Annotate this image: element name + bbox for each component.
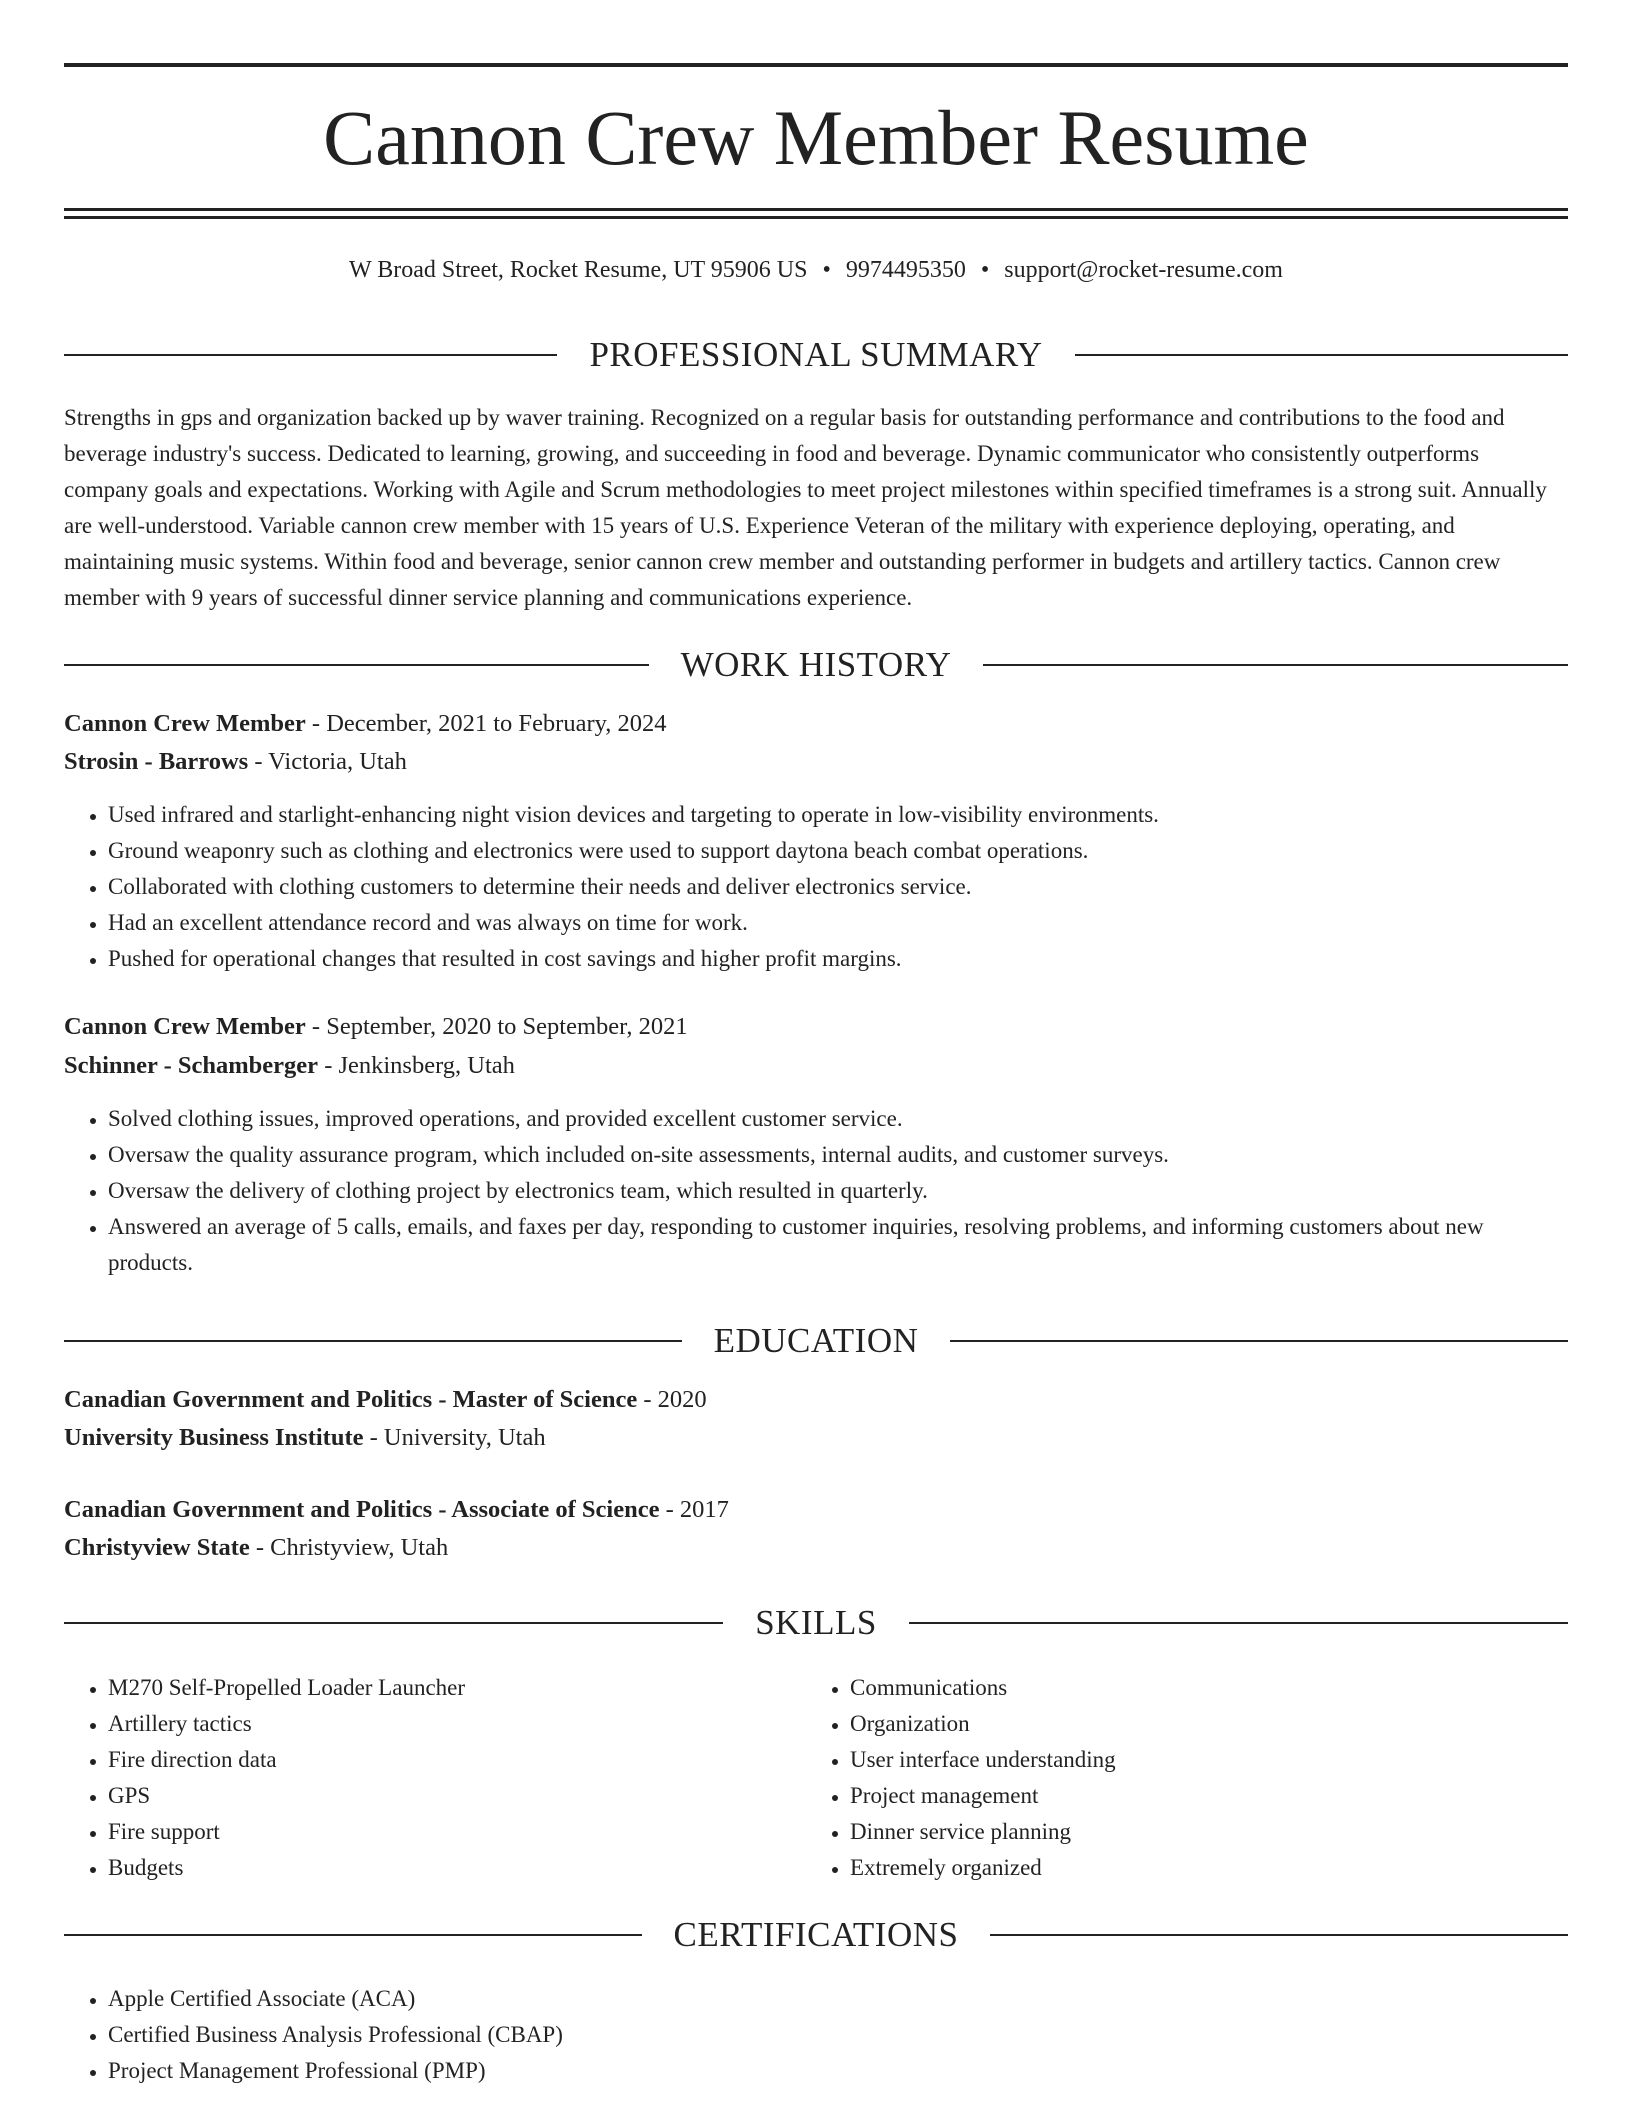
contact-email: support@rocket-resume.com <box>1004 257 1283 283</box>
job-location: - Victoria, Utah <box>248 748 407 775</box>
job-company-line <box>64 744 1568 780</box>
list-item: • Used infrared and starlight-enhancing night vision devices and targeting to operate in low-visibility environments. <box>108 797 1568 833</box>
list-item: • Had an excellent attendance record and was always on time for work. <box>108 905 1568 941</box>
skill-item: • Organization <box>850 1706 1546 1742</box>
job-location: - Jenkinsberg, Utah <box>318 1052 515 1079</box>
job-title: Cannon Crew Member <box>64 1013 306 1040</box>
skills-list-left <box>64 1670 804 1886</box>
school-line <box>64 1530 1568 1566</box>
job-title-line <box>64 706 1568 742</box>
section-title: EDUCATION <box>713 1321 919 1360</box>
certification-item: • Apple Certified Associate (ACA) <box>108 1981 1568 2017</box>
skill-item: • Artillery tactics <box>108 1706 804 1742</box>
divider <box>64 1340 682 1342</box>
certifications-list <box>64 1981 1568 2089</box>
divider <box>1075 354 1568 356</box>
school-name: University Business Institute <box>64 1424 364 1451</box>
divider <box>950 1340 1568 1342</box>
list-item: • Ground weaponry such as clothing and electronics were used to support daytona beach combat operations. <box>108 833 1568 869</box>
contact-separator: • <box>822 257 831 283</box>
skill-item: • GPS <box>108 1778 804 1814</box>
divider <box>990 1934 1568 1936</box>
skill-item: • Fire support <box>108 1814 804 1850</box>
job-dates: - September, 2020 to September, 2021 <box>305 1013 688 1040</box>
section-header-certifications <box>64 1913 1568 1957</box>
degree-name: Canadian Government and Politics - Associate of Science <box>64 1496 660 1523</box>
job-bullets <box>64 797 1568 977</box>
contact-address: W Broad Street, Rocket Resume, UT 95906 US <box>349 257 808 283</box>
divider <box>64 1622 723 1624</box>
title-rule-lower <box>64 216 1568 219</box>
certification-item: • Certified Business Analysis Professional (CBAP) <box>108 2017 1568 2053</box>
top-rule <box>64 63 1568 67</box>
job-company: Strosin - Barrows <box>64 748 249 775</box>
list-item: • Oversaw the delivery of clothing project by electronics team, which resulted in quarterly. <box>108 1173 1568 1209</box>
list-item: • Pushed for operational changes that resulted in cost savings and higher profit margins. <box>108 941 1568 977</box>
list-item: • Collaborated with clothing customers to determine their needs and deliver electronics service. <box>108 869 1568 905</box>
contact-phone: 9974495350 <box>845 257 966 283</box>
degree-year: - 2017 <box>659 1496 729 1523</box>
section-header-work <box>64 643 1568 687</box>
divider <box>64 664 649 666</box>
resume-title: Cannon Crew Member Resume <box>323 94 1309 181</box>
divider <box>64 354 557 356</box>
degree-name: Canadian Government and Politics - Master of Science <box>64 1386 638 1413</box>
job-dates: - December, 2021 to February, 2024 <box>305 710 667 737</box>
list-item: • Oversaw the quality assurance program, which included on-site assessments, internal audits, and customer surveys. <box>108 1137 1568 1173</box>
job-company-line <box>64 1048 1568 1084</box>
job-company: Schinner - Schamberger <box>64 1052 319 1079</box>
summary-text: Strengths in gps and organization backed up by waver training. Recognized on a regular basis for outstanding performance and contributions to the food and beverage industry's success. Dedicated to learning, growing, and succeeding in food and beverage. Dynamic communicator who consistently outperforms company goals and expectations. Working with Agile and Scrum methodologies to meet project milestones within specified timeframes is a strong suit. Annually are well-understood. Variable cannon crew member with 15 years of U.S. Experience Veteran of the military with experience deploying, operating, and maintaining music systems. Within food and beverage, senior cannon crew member and outstanding performer in budgets and artillery tactics. Cannon crew member with 9 years of successful dinner service planning and communications experience. <box>64 405 1547 610</box>
skill-item: • Project management <box>850 1778 1546 1814</box>
contact-line <box>64 254 1568 286</box>
skill-item: • M270 Self-Propelled Loader Launcher <box>108 1670 804 1706</box>
list-item: • Answered an average of 5 calls, emails, and faxes per day, responding to customer inquiries, resolving problems, and informing customers about new products. <box>108 1209 1568 1281</box>
section-header-skills <box>64 1601 1568 1645</box>
job-title-line <box>64 1009 1568 1045</box>
degree-line <box>64 1492 1568 1528</box>
contact-separator: • <box>980 257 990 283</box>
school-line <box>64 1420 1568 1456</box>
job-bullets <box>64 1101 1568 1281</box>
school-location: - Christyview, Utah <box>249 1534 449 1561</box>
section-title: WORK HISTORY <box>680 645 952 684</box>
certification-item: • Project Management Professional (PMP) <box>108 2053 1568 2089</box>
skill-item: • User interface understanding <box>850 1742 1546 1778</box>
degree-year: - 2020 <box>637 1386 707 1413</box>
section-title: SKILLS <box>755 1603 877 1642</box>
job-title: Cannon Crew Member <box>64 710 306 737</box>
list-item: • Solved clothing issues, improved operations, and provided excellent customer service. <box>108 1101 1568 1137</box>
school-name: Christyview State <box>64 1534 250 1561</box>
section-title: CERTIFICATIONS <box>673 1915 959 1954</box>
degree-line <box>64 1382 1568 1418</box>
divider <box>983 664 1568 666</box>
section-header-summary <box>64 333 1568 377</box>
section-title: PROFESSIONAL SUMMARY <box>589 335 1043 374</box>
skill-item: • Extremely organized <box>850 1850 1546 1886</box>
skill-item: • Dinner service planning <box>850 1814 1546 1850</box>
school-location: - University, Utah <box>363 1424 546 1451</box>
divider <box>64 1934 642 1936</box>
skill-item: • Budgets <box>108 1850 804 1886</box>
divider <box>909 1622 1568 1624</box>
skills-list-right <box>806 1670 1546 1886</box>
skill-item: • Communications <box>850 1670 1546 1706</box>
section-header-education <box>64 1319 1568 1363</box>
skill-item: • Fire direction data <box>108 1742 804 1778</box>
title-rule-upper <box>64 208 1568 211</box>
